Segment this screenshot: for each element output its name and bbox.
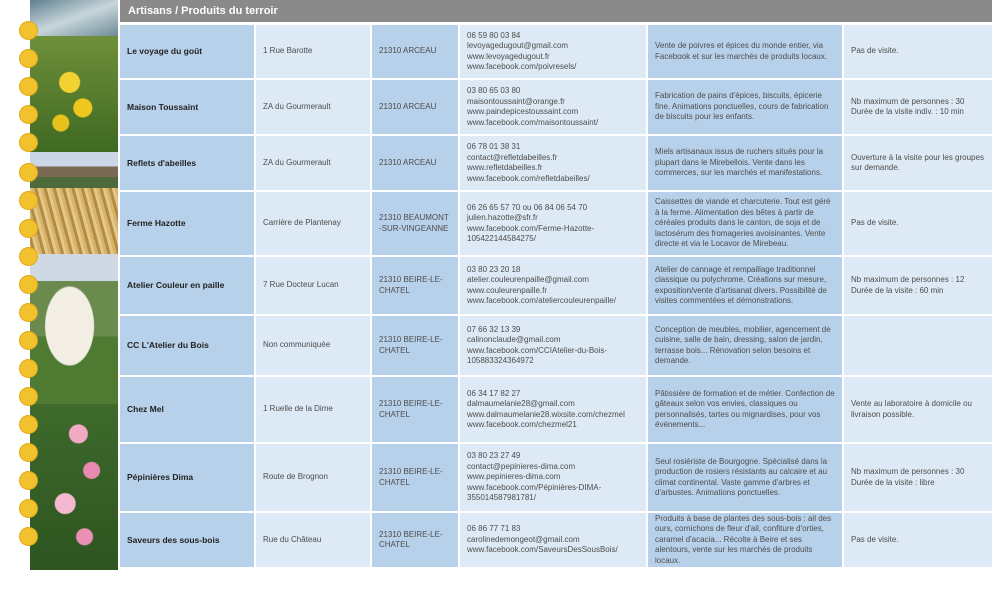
producer-city: 21310 BEIRE-LE-CHATEL <box>372 513 458 567</box>
contact-phone: 06 34 17 82 27 <box>467 388 521 398</box>
producer-city: 21310 BEIRE-LE-CHATEL <box>372 377 458 442</box>
wheat-photo <box>30 188 118 254</box>
visit-info: Pas de visite. <box>844 513 992 567</box>
producer-address: 1 Ruelle de la Dime <box>256 377 370 442</box>
producer-city: 21310 ARCEAU <box>372 25 458 78</box>
producer-name: CC L'Atelier du Bois <box>120 316 254 375</box>
contact-email[interactable]: maisontoussaint@orange.fr <box>467 96 565 106</box>
contact-email[interactable]: atelier.couleurenpaille@gmail.com <box>467 275 589 284</box>
contact-email[interactable]: levoyagedugout@gmail.com <box>467 41 569 50</box>
producer-name: Ferme Hazotte <box>120 192 254 255</box>
bullet-dot <box>20 22 37 39</box>
contact-facebook-id[interactable]: 105883324364972 <box>467 356 534 365</box>
producer-contact <box>460 444 646 511</box>
bullet-dot <box>20 106 37 123</box>
table-row <box>120 136 992 190</box>
contact-email[interactable]: julien.hazotte@sfr.fr <box>467 213 538 222</box>
bridge-photo <box>30 152 118 188</box>
contact-facebook-id[interactable]: 105422144584275/ <box>467 234 536 243</box>
bullet-dot <box>20 220 37 237</box>
bullet-dot <box>20 78 37 95</box>
table-row <box>120 444 992 511</box>
table-row <box>120 316 992 375</box>
producer-address: Rue du Château <box>256 513 370 567</box>
contact-facebook[interactable]: www.facebook.com/Pépinières-DIMA- <box>467 482 602 492</box>
bullet-dot <box>20 388 37 405</box>
section-header: Artisans / Produits du terroir <box>120 0 992 22</box>
producer-description <box>648 80 842 134</box>
bullet-dot <box>20 192 37 209</box>
producer-city: 21310 BEIRE-LE-CHATEL <box>372 257 458 314</box>
producer-city: 21310 BEIRE-LE-CHATEL <box>372 444 458 511</box>
contact-facebook[interactable]: www.facebook.com/maisontoussaint/ <box>467 117 599 127</box>
bullet-dot <box>20 332 37 349</box>
producer-address: Route de Brognon <box>256 444 370 511</box>
bullet-dot <box>20 360 37 377</box>
producer-contact <box>460 257 646 314</box>
contact-website[interactable]: www.pepinieres-dima.com <box>467 472 561 482</box>
producer-city: 21310 ARCEAU <box>372 80 458 134</box>
description-text: Caissettes de viande et charcuterie. Tout est géré à la ferme. Alimentation des bêtes à partir de céréales produits dans le canton, de soja et de lactosérum des fromageries avoisinantes. Vente directe et via le Locavor de Mirebeau. <box>655 197 831 249</box>
producer-contact <box>460 513 646 567</box>
producer-address: 1 Rue Barotte <box>256 25 370 78</box>
contact-facebook[interactable]: www.facebook.com/CCIAtelier-du-Bois- <box>467 345 608 355</box>
table-row <box>120 513 992 567</box>
contact-facebook-id[interactable]: 355014587981781/ <box>467 493 536 503</box>
contact-email[interactable]: dalmaumelanie28@gmail.com <box>467 399 575 408</box>
producer-contact <box>460 80 646 134</box>
visit-info: Ouverture à la visite pour les groupes sur demande. <box>844 136 992 190</box>
contact-website[interactable]: www.refletdabeilles.fr <box>467 163 543 172</box>
contact-website[interactable]: www.levoyagedugout.fr <box>467 51 550 61</box>
producer-name: Pépinières Dima <box>120 444 254 511</box>
contact-phone: 06 86 77 71 83 <box>467 524 521 534</box>
producer-contact <box>460 377 646 442</box>
description-text: Miels artisanaux issus de ruchers situés pour la plupart dans le Mirebellois. Vente dans les commerces, sur les marchés et manifestations. <box>655 147 824 178</box>
bullet-dot <box>20 472 37 489</box>
producer-address: Carrière de Plantenay <box>256 192 370 255</box>
cattle-farm-photo <box>30 254 118 404</box>
bullet-dot <box>20 444 37 461</box>
contact-phone: 03 80 23 27 49 <box>467 451 521 461</box>
contact-website[interactable]: www.dalmaumelanie28.wixsite.com/chezmel <box>467 409 625 419</box>
table-row <box>120 80 992 134</box>
producer-city: 21310 BEAUMONT -SUR-VINGEANNE <box>372 192 458 255</box>
producer-name: Reflets d'abeilles <box>120 136 254 190</box>
producer-address: 7 Rue Docteur Lucan <box>256 257 370 314</box>
contact-facebook[interactable]: www.facebook.com/Ferme-Hazotte- <box>467 223 595 233</box>
producer-city: 21310 ARCEAU <box>372 136 458 190</box>
producer-description <box>648 316 842 375</box>
producer-description <box>648 136 842 190</box>
description-text: Conception de meubles, mobilier, agencement de cuisine, salle de bain, dressing, salon de jardin, terrasse bois... Rénovation selon besoins et demande. <box>655 324 831 365</box>
contact-email[interactable]: contact@refletdabeilles.fr <box>467 152 558 162</box>
bullet-dot <box>20 134 37 151</box>
producer-description <box>648 192 842 255</box>
producer-address: ZA du Gourmerault <box>256 136 370 190</box>
bullet-dot <box>20 416 37 433</box>
bullet-dot <box>20 276 37 293</box>
producer-contact <box>460 316 646 375</box>
contact-email[interactable]: calinonclaude@gmail.com <box>467 335 561 344</box>
contact-phone: 06 78 01 38 31 <box>467 142 521 151</box>
description-text: Fabrication de pains d'épices, biscuits, épicerie fine. Animations ponctuelles, cours de fabrication de biscuits pour les enfants. <box>655 91 829 122</box>
table-row <box>120 192 992 255</box>
description-text: Pâtissière de formation et de métier. Confection de gâteaux selon vos envies, classiques ou personnalisés, tartes ou mignardises, pour vos événements... <box>655 388 835 429</box>
contact-email[interactable]: contact@pepinieres-dima.com <box>467 461 576 471</box>
producer-contact <box>460 136 646 190</box>
producer-name: Atelier Couleur en paille <box>120 257 254 314</box>
bullet-dot <box>20 50 37 67</box>
contact-facebook[interactable]: www.facebook.com/refletdabeilles/ <box>467 173 590 183</box>
producer-contact <box>460 192 646 255</box>
table-row <box>120 257 992 314</box>
producer-description <box>648 377 842 442</box>
visit-info: Vente au laboratoire à domicile ou livraison possible. <box>844 377 992 442</box>
producer-name: Chez Mel <box>120 377 254 442</box>
description-text: Atelier de cannage et rempaillage traditionnel classique ou polychrome. Créations sur mesure, exposition/vente d'artisanat divers. Possibilité de visites commentées et démonstrations. <box>655 264 827 305</box>
visit-info: Pas de visite. <box>844 192 992 255</box>
producers-table <box>118 23 994 569</box>
contact-website[interactable]: www.couleurenpaille.fr <box>467 285 548 295</box>
producer-address: Non communiquée <box>256 316 370 375</box>
producer-description <box>648 25 842 78</box>
producer-contact <box>460 25 646 78</box>
producer-description <box>648 444 842 511</box>
producer-name: Le voyage du goût <box>120 25 254 78</box>
visit-info: Nb maximum de personnes : 30 Durée de la visite : libre <box>844 444 992 511</box>
photo-strip <box>30 0 118 570</box>
yellow-flower-photo <box>30 36 118 152</box>
producer-description <box>648 513 842 567</box>
contact-facebook[interactable]: www.facebook.com/SaveursDesSousBois/ <box>467 545 618 555</box>
contact-facebook[interactable]: www.facebook.com/ateliercouleurenpaille/ <box>467 296 616 305</box>
visit-info: Nb maximum de personnes : 30 Durée de la visite indiv. : 10 min <box>844 80 992 134</box>
table-row <box>120 377 992 442</box>
bullet-dot <box>20 528 37 545</box>
description-text: Seul rosiériste de Bourgogne. Spécialisé dans la production de rosiers résistants au calcaire et au climat continental. Vaste gamme d'arbres et d'arbustes. Animations ponctuelles. <box>655 456 828 497</box>
description-text: Vente de poivres et épices du monde entier, via Facebook et sur les marchés de produits locaux. <box>655 41 828 61</box>
producer-description <box>648 257 842 314</box>
bullet-dot <box>20 304 37 321</box>
producer-name: Maison Toussaint <box>120 80 254 134</box>
rose-bush-photo <box>30 404 118 570</box>
visit-info: Nb maximum de personnes : 12 Durée de la visite : 60 min <box>844 257 992 314</box>
contact-phone: 07 66 32 13 39 <box>467 324 521 334</box>
contact-phone: 03 80 23 20 18 <box>467 264 521 274</box>
producer-name: Saveurs des sous-bois <box>120 513 254 567</box>
table-row <box>120 25 992 78</box>
contact-facebook[interactable]: www.facebook.com/poivresels/ <box>467 62 577 71</box>
bullet-dot <box>20 500 37 517</box>
contact-email[interactable]: carolinedemongeot@gmail.com <box>467 534 580 544</box>
contact-website[interactable]: www.paindepicestoussaint.com <box>467 107 579 116</box>
description-text: Produits à base de plantes des sous-bois : ail des ours, cornichons de fleur d'ail, confiture d'orties, caramel d'acacia... Récolte à Beire et ses alentours, vente sur les marchés de produits locaux. <box>655 513 832 565</box>
visit-info: Pas de visite. <box>844 25 992 78</box>
bullet-dot <box>20 164 37 181</box>
contact-phone: 06 26 65 57 70 ou 06 84 06 54 70 <box>467 202 588 212</box>
contact-facebook[interactable]: www.facebook.com/chezmel21 <box>467 420 577 429</box>
producer-city: 21310 BEIRE-LE-CHATEL <box>372 316 458 375</box>
contact-phone: 03 80 65 03 80 <box>467 86 521 95</box>
water-photo <box>30 0 118 36</box>
producer-address: ZA du Gourmerault <box>256 80 370 134</box>
contact-phone: 06 59 80 03 84 <box>467 30 521 40</box>
visit-info <box>844 316 992 375</box>
bullet-dot <box>20 248 37 265</box>
